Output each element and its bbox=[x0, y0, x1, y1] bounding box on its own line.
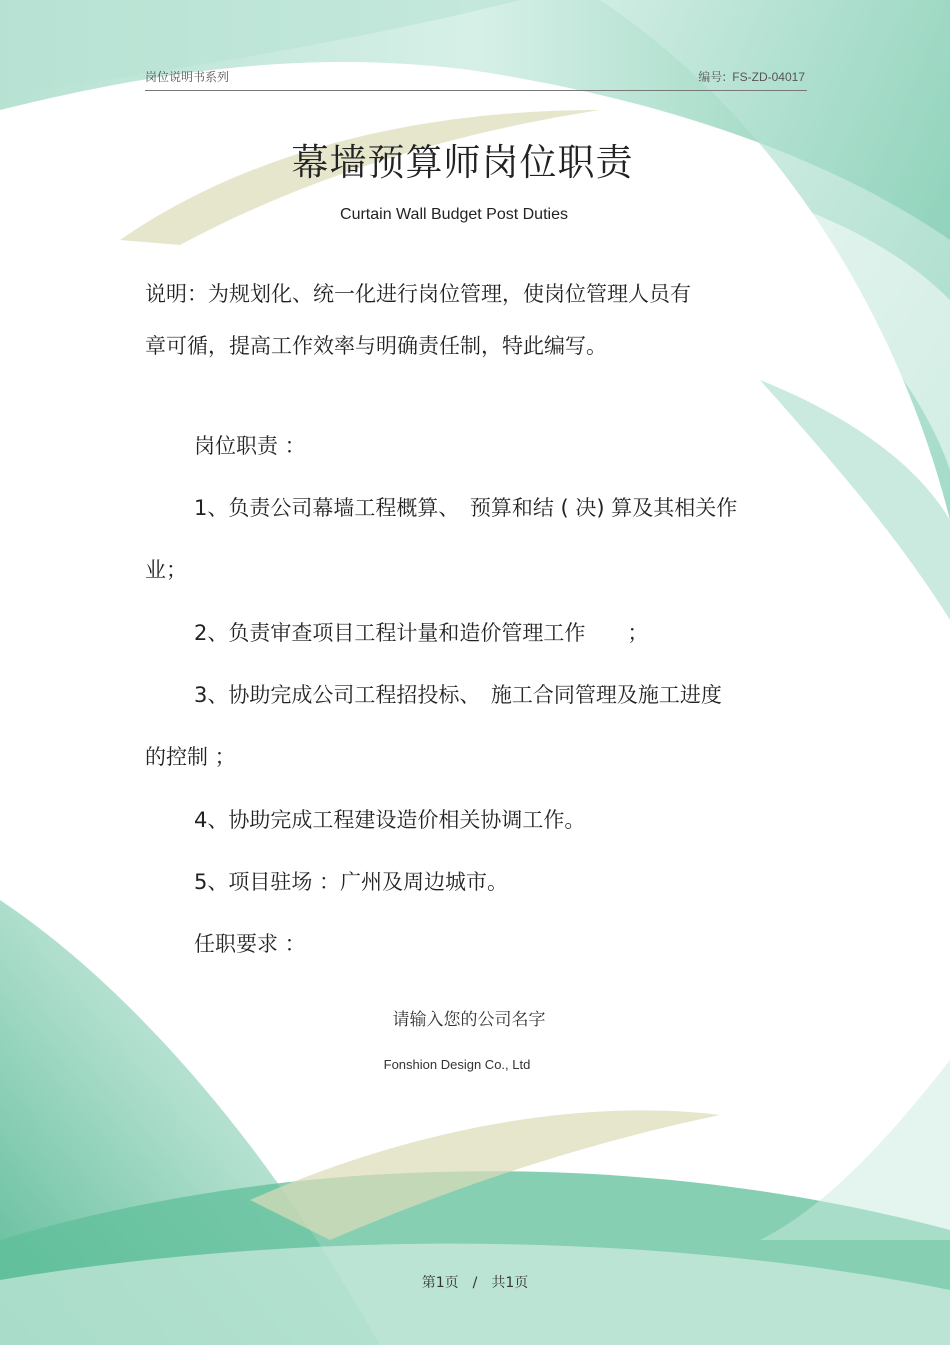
duty-4: 4、协助完成工程建设造价相关协调工作。 bbox=[194, 808, 586, 832]
intro-line-2: 章可循，提高工作效率与明确责任制，特此编写。 bbox=[145, 334, 607, 358]
intro-line-1: 说明：为规划化、统一化进行岗位管理，使岗位管理人员有 bbox=[145, 282, 691, 306]
header-number-label: 编号: bbox=[698, 70, 727, 84]
company-name-en: Fonshion Design Co., Ltd bbox=[383, 1057, 531, 1072]
header-series: 岗位说明书系列 bbox=[145, 70, 230, 84]
document-title: 幕墙预算师岗位职责 bbox=[291, 141, 634, 184]
duty-2: 2、负责审查项目工程计量和造价管理工作 ； bbox=[194, 621, 649, 645]
duty-1-line-2: 业； bbox=[145, 558, 187, 582]
duties-heading: 岗位职责 ： bbox=[194, 434, 306, 458]
header-number bbox=[698, 68, 805, 85]
header-divider bbox=[145, 90, 807, 91]
header-number-value: FS-ZD-04017 bbox=[732, 70, 805, 84]
duty-3-line-1: 3、协助完成公司工程招投标、 施工合同管理及施工进度 bbox=[194, 683, 722, 707]
duty-3-line-2: 的控制 ； bbox=[145, 745, 236, 769]
duty-1-line-1: 1、负责公司幕墙工程概算、 预算和结 ( 决) 算及其相关作 bbox=[194, 496, 738, 520]
document-subtitle: Curtain Wall Budget Post Duties bbox=[340, 206, 568, 223]
page-number-footer: 第1页 / 共1页 bbox=[421, 1275, 529, 1291]
duty-5: 5、项目驻场 ：广州及周边城市。 bbox=[194, 870, 509, 894]
company-name-cn: 请输入您的公司名字 bbox=[392, 1010, 546, 1030]
requirements-heading: 任职要求 ： bbox=[194, 932, 306, 956]
